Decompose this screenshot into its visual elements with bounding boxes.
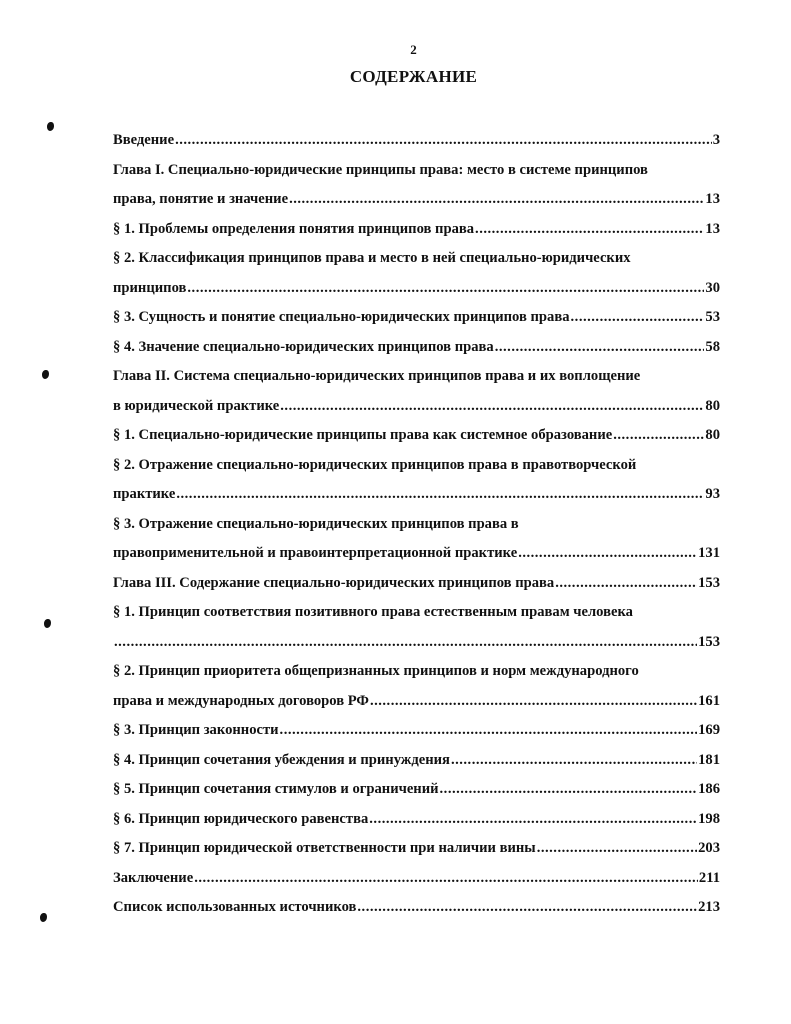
toc-entry-title: принципов xyxy=(113,279,187,296)
toc-entry xyxy=(113,451,720,510)
toc-entry-title: § 3. Сущность и понятие специально-юридических принципов права xyxy=(113,309,570,325)
dot-leader xyxy=(555,569,697,599)
toc-entry xyxy=(113,303,720,333)
toc-entry-last-line xyxy=(113,421,720,451)
dot-leader xyxy=(357,893,697,923)
toc-entry xyxy=(113,215,720,245)
dot-leader xyxy=(613,421,704,451)
toc-page-number: 181 xyxy=(698,751,720,768)
toc-entry xyxy=(113,421,720,451)
dot-leader xyxy=(440,775,698,805)
table-of-contents xyxy=(113,126,720,923)
dot-leader xyxy=(370,687,697,717)
toc-entry-title: § 1. Проблемы определения понятия принципов права xyxy=(113,220,475,237)
toc-page-number: 53 xyxy=(705,309,720,325)
toc-page-number: 58 xyxy=(705,338,720,355)
toc-entry-title: Глава III. Содержание специально-юридических принципов права xyxy=(113,574,555,591)
toc-entry-title: § 4. Принцип сочетания убеждения и принуждения xyxy=(113,751,450,768)
toc-entry-line: § 1. Принцип соответствия позитивного права естественным правам человека xyxy=(113,604,633,620)
scan-mark xyxy=(44,619,51,628)
toc-page-number: 3 xyxy=(712,132,720,148)
toc-page-number: 30 xyxy=(705,279,720,296)
toc-entry xyxy=(113,598,720,657)
toc-entry-title: § 1. Специально-юридические принципы права как системное образование xyxy=(113,427,613,443)
toc-entry-last-line xyxy=(113,893,720,923)
toc-entry xyxy=(113,333,720,363)
scan-mark xyxy=(40,913,47,922)
toc-page-number: 153 xyxy=(698,574,720,591)
dot-leader xyxy=(475,215,704,245)
toc-page-number: 80 xyxy=(705,427,720,443)
toc-entry xyxy=(113,569,720,599)
toc-entry xyxy=(113,657,720,716)
toc-page-number: 80 xyxy=(705,397,720,414)
scan-mark xyxy=(47,122,54,131)
toc-entry-title: § 4. Значение специально-юридических принципов права xyxy=(113,338,494,355)
toc-entry-last-line xyxy=(113,215,720,245)
toc-entry-last-line xyxy=(113,775,720,805)
toc-page-number: 153 xyxy=(698,633,720,650)
page-number: 2 xyxy=(410,42,417,57)
toc-entry xyxy=(113,510,720,569)
toc-entry-title: правоприменительной и правоинтерпретационной практике xyxy=(113,545,518,561)
toc-entry-last-line xyxy=(113,569,720,599)
toc-entry-last-line xyxy=(113,480,720,510)
dot-leader xyxy=(369,805,697,835)
dot-leader xyxy=(175,126,712,156)
toc-entry-title: Заключение xyxy=(113,869,194,886)
toc-page-number: 13 xyxy=(705,191,720,207)
toc-entry-title: § 5. Принцип сочетания стимулов и ограничений xyxy=(113,781,439,797)
dot-leader xyxy=(187,274,704,304)
toc-entry-last-line xyxy=(113,392,720,422)
toc-entry-last-line xyxy=(113,274,720,304)
toc-entry-last-line xyxy=(113,746,720,776)
toc-page-number: 213 xyxy=(698,899,720,915)
toc-page-number: 203 xyxy=(698,840,720,856)
toc-entry-title: § 7. Принцип юридической ответственности при наличии вины xyxy=(113,840,536,856)
toc-entry xyxy=(113,805,720,835)
toc-entry-last-line xyxy=(113,834,720,864)
toc-entry xyxy=(113,746,720,776)
dot-leader xyxy=(114,628,697,658)
dot-leader xyxy=(176,480,704,510)
toc-entry-line: § 3. Отражение специально-юридических принципов права в xyxy=(113,515,519,532)
toc-entry-last-line xyxy=(113,687,720,717)
toc-page-number: 131 xyxy=(698,545,720,561)
toc-entry-title: права и международных договоров РФ xyxy=(113,692,369,709)
dot-leader xyxy=(537,834,697,864)
toc-page-number: 93 xyxy=(705,486,720,502)
toc-entry-last-line xyxy=(113,303,720,333)
toc-page-number: 161 xyxy=(698,692,720,709)
toc-entry-last-line xyxy=(113,716,720,746)
toc-page-number: 186 xyxy=(698,781,720,797)
dot-leader xyxy=(280,716,698,746)
toc-entry-line: Глава I. Специально-юридические принципы права: место в системе принципов xyxy=(113,161,648,178)
toc-entry-title: Введение xyxy=(113,132,175,148)
toc-page-number: 13 xyxy=(705,220,720,237)
toc-page-number: 211 xyxy=(698,869,720,886)
toc-entry-title: права, понятие и значение xyxy=(113,191,289,207)
dot-leader xyxy=(518,539,697,569)
toc-entry-last-line xyxy=(113,126,720,156)
toc-entry-last-line xyxy=(113,539,720,569)
toc-entry-last-line xyxy=(113,628,720,658)
dot-leader xyxy=(571,303,705,333)
toc-entry xyxy=(113,834,720,864)
toc-entry-last-line xyxy=(113,864,720,894)
dot-leader xyxy=(280,392,704,422)
toc-entry-line: § 2. Классификация принципов права и место в ней специально-юридических xyxy=(113,250,631,266)
page-title: СОДЕРЖАНИЕ xyxy=(349,67,478,86)
toc-entry-last-line xyxy=(113,333,720,363)
toc-entry xyxy=(113,864,720,894)
scan-mark xyxy=(42,370,49,379)
toc-entry-title: практике xyxy=(113,486,176,502)
dot-leader xyxy=(451,746,697,776)
dot-leader xyxy=(495,333,705,363)
toc-entry-line: Глава II. Система специально-юридических принципов права и их воплощение xyxy=(113,368,641,384)
toc-entry-title: § 3. Принцип законности xyxy=(113,722,279,738)
toc-entry-line: § 2. Отражение специально-юридических принципов права в правотворческой xyxy=(113,456,637,473)
dot-leader xyxy=(194,864,698,894)
dot-leader xyxy=(289,185,704,215)
toc-entry-last-line xyxy=(113,805,720,835)
toc-entry-title: в юридической практике xyxy=(113,397,280,414)
toc-entry xyxy=(113,716,720,746)
toc-entry xyxy=(113,244,720,303)
toc-entry-title: § 6. Принцип юридического равенства xyxy=(113,810,369,827)
toc-entry-line: § 2. Принцип приоритета общепризнанных принципов и норм международного xyxy=(113,663,639,679)
toc-page-number: 198 xyxy=(698,810,720,827)
toc-entry xyxy=(113,893,720,923)
toc-page-number: 169 xyxy=(698,722,720,738)
toc-entry xyxy=(113,156,720,215)
toc-entry-title: Список использованных источников xyxy=(113,899,357,915)
toc-entry xyxy=(113,126,720,156)
toc-entry xyxy=(113,775,720,805)
toc-entry-last-line xyxy=(113,185,720,215)
toc-entry xyxy=(113,362,720,421)
